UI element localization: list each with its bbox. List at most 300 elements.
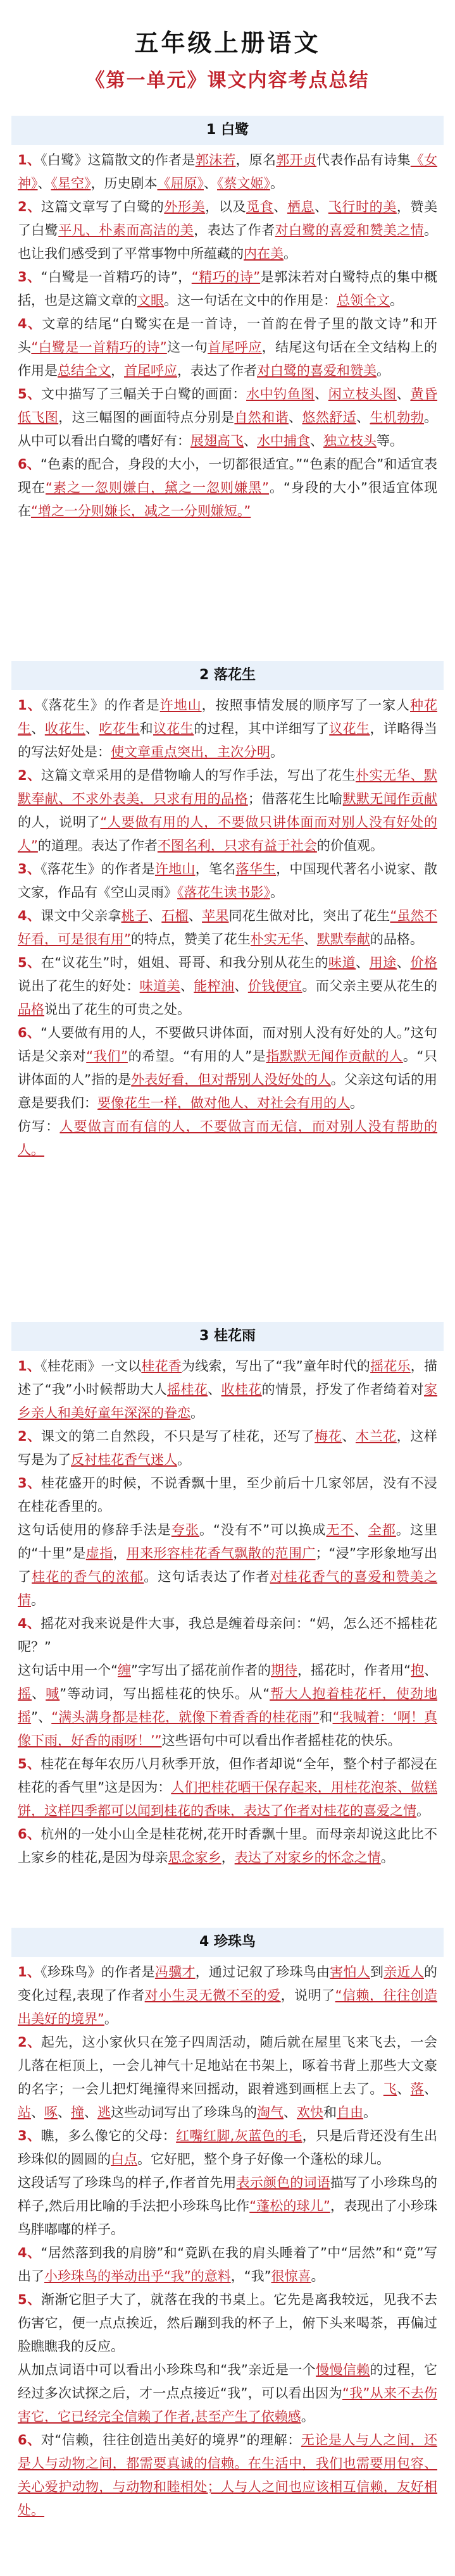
item-text: 说出了花生的可贵之处。 [44, 1002, 190, 1017]
item-text: 。“没有不”可以换成 [199, 1522, 327, 1538]
item-text: 、 [354, 1522, 368, 1538]
key-point-paragraph [18, 266, 437, 312]
item-text: ，表现出了小珍珠鸟胖嘟嘟的样子。 [18, 2198, 437, 2237]
key-answer: 缠 [117, 1663, 131, 1678]
key-answer: 品格 [18, 1002, 44, 1017]
item-text: 、 [356, 955, 370, 970]
key-answer: 桃子 [121, 908, 149, 923]
key-point-paragraph [18, 904, 437, 951]
item-number: 5、 [18, 1756, 41, 1772]
item-text: ，只是后背还没有生出珍珠似的圆圆的 [18, 2128, 438, 2167]
key-point-paragraph [18, 195, 437, 266]
item-text: 、 [180, 978, 194, 994]
key-answer: 喊 [46, 1686, 60, 1701]
key-answer: 内在美 [244, 246, 284, 261]
item-text: ，表达了作者 [194, 223, 275, 238]
key-answer: 摇桂花 [167, 1382, 208, 1397]
item-text: 。它好肥，整个身子好像一个蓬松的球儿。 [137, 2152, 390, 2167]
item-text: 和 [323, 2105, 337, 2120]
item-text: 这句话使用的修辞手法是 [18, 1522, 171, 1538]
item-text: 、 [397, 2081, 411, 2097]
key-answer: 吃花生 [99, 721, 140, 736]
key-point-paragraph [18, 312, 437, 383]
item-text: 的过程，其中详细写了 [194, 721, 330, 736]
item-text: ，按照事情发展的顺序写了一家人 [201, 698, 411, 713]
item-text: 。 [416, 1803, 430, 1818]
item-text: 课文的第二自然段，不只是写了桂花，还写了 [41, 1429, 315, 1444]
key-answer: 文眼 [137, 293, 164, 308]
item-text: 。而父亲主要从花生的 [302, 978, 438, 994]
key-answer: 默默奉献 [316, 932, 370, 947]
section-header: 3 桂花雨 [11, 1322, 444, 1351]
item-text: 杭州的一处小山全是桂花树,花开时香飘十里。而母亲却说这此比不上家乡的桂花,是因为母亲 [18, 1827, 437, 1865]
item-number: 2、 [18, 199, 41, 214]
key-answer: 总领全文 [337, 293, 390, 308]
item-text: 。 [390, 293, 403, 308]
key-answer: 白点 [111, 2152, 137, 2167]
key-answer: “精巧的诗” [191, 269, 261, 285]
key-answer: 人们把桂花晒干保存起来，用桂花泡茶、做糕饼，这样四季都可以闻到桂花的香味，表达了作者对桂花的喜爱之情 [18, 1780, 437, 1818]
item-text: 。“只讲体面的人”指的是 [18, 1049, 438, 1087]
key-answer: 家乡亲人和美好童年深深的眷恋 [18, 1382, 438, 1420]
key-answer: 欢快 [297, 2105, 323, 2120]
key-answer: 全都 [368, 1522, 396, 1538]
item-text: 桂花在每年农历八月秋季开放，但作者却说“全年，整个村子都浸在桂花的香气里”这是因为： [18, 1756, 437, 1795]
key-answer: 外表好看，但对帮别人没好处的人 [131, 1072, 331, 1087]
key-answer: 收桂花 [221, 1382, 262, 1397]
key-answer: 朴实无华、默默奉献、不求外表美，只求有用的品格 [18, 768, 437, 806]
key-answer: 对小生灵无微不至的爱 [144, 1988, 281, 2003]
item-number: 2、 [18, 1429, 41, 1444]
key-answer: 逃 [97, 2105, 111, 2120]
section-luohuasheng [0, 661, 455, 1162]
item-text: 这篇文章写了白鹭的 [41, 199, 165, 214]
key-point-paragraph [18, 453, 437, 523]
item-text: 、 [208, 1382, 221, 1397]
item-text: 《桂花雨》一文以 [41, 1359, 142, 1374]
key-answer: 许地山 [159, 698, 202, 713]
key-answer: 《屈原》 [157, 176, 204, 191]
key-answer: “增之一分则嫌长，减之一分则嫌短。” [31, 503, 251, 519]
item-text: 瞧，多么像它的父母： [41, 2128, 177, 2143]
item-text: 。“身段的大小”很适宜体现在 [18, 480, 437, 519]
key-answer: 苹果 [202, 908, 229, 923]
key-answer: 种花生 [18, 698, 438, 736]
item-number: 2、 [18, 2035, 41, 2050]
item-text: ，历史剧本 [90, 176, 158, 191]
key-answer: 淘气 [257, 2105, 284, 2120]
item-text: 。 [350, 1095, 363, 1111]
key-answer: 味道美 [139, 978, 180, 994]
item-text: 是郭沫若对白鹭特点的集中概括，也是这篇文章的 [18, 269, 437, 308]
item-text: 、 [424, 2081, 438, 2097]
item-text: 、 [244, 433, 257, 448]
item-text: 、 [84, 2105, 97, 2120]
item-number: 3、 [18, 2128, 41, 2143]
section-bailu [0, 116, 455, 523]
key-answer: “蓬松的球儿” [249, 2198, 330, 2214]
item-text: 。父亲这句话的用意是要我们： [18, 1072, 437, 1111]
key-answer: 帮大人抱着桂花杆，使劲地摇 [18, 1686, 438, 1725]
item-text: 、 [303, 932, 317, 947]
key-answer: 生机勃勃 [370, 410, 425, 425]
item-text: 的过程，它经过多次试探之后，才一点点接近“我”，可以看出因为 [18, 2362, 437, 2401]
item-text: ， [113, 1546, 127, 1561]
key-answer: “素之一忽则嫌白，黛之一忽则嫌黑” [46, 480, 270, 495]
key-answer: “我”从来不去伤害它，它已经完全信赖了作者,甚至产生了依赖感 [18, 2386, 437, 2424]
item-number: 2、 [18, 768, 41, 783]
item-text: 、 [31, 2105, 44, 2120]
key-point-paragraph [18, 2171, 437, 2241]
key-answer: 虚指 [85, 1546, 113, 1561]
item-text: ；“浸”字形象地写出了 [18, 1546, 438, 1584]
item-text: 、 [315, 386, 328, 402]
key-answer: 石榴 [161, 908, 189, 923]
key-answer: 慢慢信赖 [316, 2362, 370, 2377]
item-text: 。 [380, 1850, 394, 1865]
key-answer: 亲近人 [383, 1964, 425, 1980]
key-answer: 反衬桂花香气迷人 [71, 1452, 177, 1467]
key-answer: 能榨油 [194, 978, 235, 994]
key-answer: 自然和谐 [234, 410, 289, 425]
item-text: ，说明了 [280, 1988, 335, 2003]
item-text: 的人，说明了 [18, 815, 101, 830]
item-text: 仿写： [18, 1119, 60, 1134]
key-answer: 对桂花香气的喜爱和赞美之情 [18, 1569, 438, 1608]
key-answer: 撞 [71, 2105, 84, 2120]
key-answer: 无论是人与人之间，还是人与动物之间，都需要真诚的信赖。在生活中，我们也需要用包容、关心爱护动物，与动物和睦相处；人与人之间也应该相互信赖，友好相处。 [18, 2432, 437, 2518]
key-point-paragraph [18, 764, 437, 858]
key-answer: 首尾呼应 [208, 340, 262, 355]
item-text: 。从中可以看出白鹭的嗜好有： [18, 410, 438, 448]
key-answer: 冯骥才 [154, 1964, 196, 1980]
item-text: 。 [270, 885, 284, 900]
key-answer: 夸张 [171, 1522, 199, 1538]
item-text: 、 [31, 721, 45, 736]
item-text: 课文中父亲拿 [41, 908, 122, 923]
section-header: 2 落花生 [11, 661, 444, 690]
item-text: 到 [370, 1964, 384, 1980]
item-text: 、 [396, 955, 411, 970]
key-answer: 梅花 [315, 1429, 342, 1444]
item-text: 的价值观。 [316, 838, 383, 853]
item-text: 、 [315, 199, 328, 214]
item-text: 渐渐它胆子大了，就落在我的书桌上。它先是离我较远，见我不去伤害它，便一点点挨近，然后蹦到我的杯子上，俯下头来喝茶，再偏过脸瞧瞧我的反应。 [18, 2292, 437, 2354]
key-answer: 朴实无华 [250, 932, 304, 947]
item-text: ，结尾这句话在全文结构上的作用是 [18, 340, 438, 378]
item-text: 、 [424, 1663, 438, 1678]
item-text: 、 [85, 721, 99, 736]
item-text: 、 [188, 908, 203, 923]
key-answer: “信赖，往往创造出美好的境界” [18, 1988, 438, 2026]
page-subtitle: 《第一单元》课文内容考点总结 [85, 70, 370, 92]
item-text: 这段话写了珍珠鸟的样子,作者首先用 [18, 2175, 237, 2190]
item-text: 为线索，写出了“我”童年时代的 [182, 1359, 371, 1374]
key-answer: 飞 [383, 2081, 397, 2097]
item-number: 5、 [18, 386, 41, 402]
item-number: 3、 [18, 1476, 41, 1491]
item-text: 的情景，抒发了作者绮着对 [261, 1382, 425, 1397]
item-text: 、 [396, 386, 411, 402]
item-number: 1、 [18, 152, 41, 168]
key-answer: 桂花的香气的浓郁 [32, 1569, 144, 1584]
item-text: 。也让我们感受到了平常事物中所蕴藏的 [18, 223, 438, 261]
key-answer: 摇 [18, 1686, 32, 1701]
item-text: 、 [37, 176, 51, 191]
key-answer: 郭沫若 [195, 152, 236, 168]
section-header: 1 白鹭 [11, 116, 444, 145]
item-text: 、 [356, 410, 370, 425]
item-number: 6、 [18, 2432, 41, 2448]
section-zhenzhuniao [0, 1928, 455, 2522]
item-number: 4、 [18, 2245, 41, 2260]
key-answer: 悠然舒适 [302, 410, 357, 425]
key-answer: 用来形容桂花香气飘散的范围广 [126, 1546, 316, 1561]
key-point-paragraph [18, 149, 437, 195]
item-text: ，以及 [205, 199, 247, 214]
item-text: ，通过记叙了珍珠鸟由 [195, 1964, 330, 1980]
item-text: ，中国现代著名小说家、散文家，作品有《空山灵雨》 [18, 861, 438, 900]
key-answer: 展翅高飞 [190, 433, 244, 448]
item-text: ，表达了作者 [177, 363, 257, 378]
page-title: 五年级上册语文 [134, 29, 321, 57]
item-text: 这句话中用一个“ [18, 1663, 118, 1678]
item-text: 的道理。表达了作者 [37, 838, 158, 853]
item-text: ，摇花时，作者用“ [297, 1663, 411, 1678]
key-answer: 木兰花 [355, 1429, 397, 1444]
key-point-paragraph [18, 858, 437, 904]
key-answer: 郭开贞 [276, 152, 316, 168]
item-text: 同花生做对比，突出了花生 [228, 908, 390, 923]
section-items [0, 1351, 455, 1870]
item-text: 。 [31, 1593, 44, 1608]
key-point-paragraph [18, 2124, 437, 2171]
item-text: 文中描写了三幅关于白鹭的画面： [41, 386, 247, 402]
item-text: ，“我” [230, 2269, 271, 2284]
item-text: 。这一句话在文中的作用是： [164, 293, 337, 308]
item-text: ”字写出了摇花前作者的 [130, 1663, 271, 1678]
key-point-paragraph [18, 1115, 437, 1162]
item-text: 的希望。“有用的人”是 [127, 1049, 266, 1064]
item-text: ；借落花生比喻 [247, 791, 343, 806]
item-number: 6、 [18, 1827, 41, 1842]
item-text: 这一句 [166, 340, 208, 355]
key-answer: 总结全文 [58, 363, 111, 378]
item-text: 这篇文章采用的是借物喻人的写作手法，写出了花生 [41, 768, 356, 783]
key-answer: 落 [410, 2081, 425, 2097]
key-answer: 收花生 [44, 721, 86, 736]
item-text: 。 [177, 1452, 190, 1467]
item-text: 。 [363, 2105, 377, 2120]
item-text: 、 [289, 410, 302, 425]
key-answer: 用途 [369, 955, 397, 970]
item-number: 4、 [18, 908, 41, 923]
section-items [0, 145, 455, 523]
key-answer: “我喊着：‘啊！真像下雨，好香的雨呀！’” [18, 1710, 438, 1748]
item-text: 这些语句中可以看出作者摇桂花的快乐。 [161, 1733, 401, 1748]
key-answer: 使文章重点突出，主次分明 [111, 744, 270, 760]
item-text: 、 [32, 1686, 46, 1701]
item-text: 文章的结尾“白鹭实在是一首诗，一首韵在骨子里的散文诗”和开头 [18, 316, 437, 355]
item-number: 1、 [18, 1964, 41, 1980]
key-point-paragraph [18, 2358, 437, 2429]
key-answer: 《星空》 [51, 176, 91, 191]
key-answer: “我们” [86, 1049, 128, 1064]
item-text: 、 [204, 176, 217, 191]
item-text: 、 [284, 2105, 297, 2120]
key-answer: 人要做言而有信的人，不要做言而无信，而对别人没有帮助的人。 [18, 1119, 438, 1157]
key-point-paragraph [18, 1659, 437, 1753]
key-answer: 对白鹭的喜爱和赞美之情 [275, 223, 425, 238]
item-number: 6、 [18, 1025, 41, 1040]
key-point-paragraph [18, 2031, 437, 2124]
key-answer: “人要做有用的人，不要做只讲体面而对别人没有好处的人” [18, 815, 437, 853]
item-text: “白鹭是一首精巧的诗”， [41, 269, 192, 285]
item-text: 和 [319, 1710, 333, 1725]
key-answer: 闲立枝头图 [328, 386, 397, 402]
item-number: 1、 [18, 1359, 41, 1374]
key-answer: 表示颜色的词语 [236, 2175, 330, 2190]
key-answer: 要像花生一样，做对他人、对社会有用的人 [97, 1095, 350, 1111]
key-point-paragraph [18, 1425, 437, 1472]
item-text: 《珍珠鸟》的作者是 [41, 1964, 155, 1980]
key-answer: 摇花乐 [370, 1359, 411, 1374]
key-answer: 小珍珠鸟的举动出乎“我”的意料 [44, 2269, 231, 2284]
item-number: 6、 [18, 457, 41, 472]
item-text: 摇花对我来说是件大事，我总是缠着母亲问：“妈，怎么还不摇桂花呢？” [18, 1616, 437, 1655]
item-text: “色素的配合，身段的大小，一切都很适宜。”“色素的配合”和适宜表现在 [18, 457, 437, 495]
key-answer: “白鹭是一首精巧的诗” [31, 340, 167, 355]
item-number: 4、 [18, 316, 42, 331]
key-answer: 许地山 [154, 861, 196, 877]
key-answer: “满头满身都是桂花，就像下着香香的桂花雨” [51, 1710, 320, 1725]
item-number: 5、 [18, 2292, 41, 2307]
key-answer: 不图名利，只求有益于社会 [157, 838, 317, 853]
key-answer: 默默无闻作贡献 [342, 791, 438, 806]
item-text: 、 [273, 199, 287, 214]
item-text: ，详略得当的写法好处是： [18, 721, 438, 760]
key-answer: 指默默无闻作贡献的人 [266, 1049, 403, 1064]
key-answer: 桂花香 [141, 1359, 182, 1374]
key-answer: 觅食 [246, 199, 274, 214]
key-answer: 落华生 [235, 861, 277, 877]
key-point-paragraph [18, 2429, 437, 2522]
key-answer: 平凡、朴素而高洁的美 [58, 223, 194, 238]
item-text: ， [111, 363, 124, 378]
key-answer: 表达了对家乡的怀念之情 [234, 1850, 381, 1865]
key-answer: 价格 [410, 955, 438, 970]
key-answer: 水中钓鱼图 [246, 386, 315, 402]
item-number: 3、 [18, 861, 41, 877]
item-text: 的特点，赞美了花生 [130, 932, 251, 947]
item-text: “居然落到我的肩膀”和“竟趴在我的肩头睡着了”中“居然”和“竟”写出了 [18, 2245, 437, 2284]
item-text: 。 [270, 744, 284, 760]
item-number: 4、 [18, 1616, 41, 1631]
item-text: “人要做有用的人，不要做只讲体面，而对别人没有好处的人。”这句话是父亲对 [18, 1025, 437, 1064]
key-answer: 《落花生读书影》 [177, 885, 270, 900]
key-point-paragraph [18, 1612, 437, 1659]
key-answer: 期待 [270, 1663, 298, 1678]
key-point-paragraph [18, 1472, 437, 1519]
item-text: 说出了花生的好处： [18, 978, 140, 994]
item-text: ，笔名 [195, 861, 236, 877]
key-answer: 抱 [410, 1663, 425, 1678]
item-text: 起先，这小家伙只在笼子四周活动，随后就在屋里飞来飞去，一会儿落在柜顶上，一会儿神气十足地站在书架上，啄着书背上那些大文豪的名字；一会儿把灯绳撞得来回摇动，跟着逃到画框上去了。 [18, 2035, 437, 2097]
item-text: 等。 [377, 433, 403, 448]
key-answer: 《蔡文姬》 [217, 176, 270, 191]
section-header: 4 珍珠鸟 [11, 1928, 444, 1957]
key-answer: 啄 [44, 2105, 58, 2120]
section-items [0, 1957, 455, 2522]
section-items [0, 690, 455, 1162]
key-point-paragraph [18, 1355, 437, 1425]
item-text: 描写了小珍珠鸟的样子,然后用比喻的手法把小珍珠鸟比作 [18, 2175, 437, 2214]
item-text: 《落花生》的作者是 [41, 698, 160, 713]
key-answer: 站 [18, 2105, 31, 2120]
key-point-paragraph [18, 1021, 437, 1115]
item-text: ”、 [31, 1710, 52, 1725]
item-text: 的变化过程,表现了作者 [18, 1964, 438, 2003]
item-text: 、 [310, 433, 323, 448]
key-answer: 黄昏低飞图 [18, 386, 438, 425]
key-answer: 害怕人 [330, 1964, 370, 1980]
item-text: ”等动词，写出摇桂花的快乐。从“ [59, 1686, 270, 1701]
item-number: 5、 [18, 955, 41, 970]
item-text: 桂花盛开的时候，不说香飘十里，至少前后十几家邻居，没有不浸在桂花香里的。 [18, 1476, 437, 1514]
key-answer: 思念家乡 [168, 1850, 221, 1865]
item-text: 。这句话表达了作者 [144, 1569, 270, 1584]
item-text: 《白鹭》这篇散文的作者是 [41, 152, 196, 168]
key-answer: 对白鹭的喜爱和赞美 [257, 363, 377, 378]
key-point-paragraph [18, 1753, 437, 1823]
key-answer: 很惊喜 [271, 2269, 311, 2284]
key-point-paragraph [18, 1961, 437, 2031]
key-answer: 自由 [337, 2105, 363, 2120]
item-text: 。 [270, 176, 284, 191]
key-point-paragraph [18, 694, 437, 764]
item-text: 这些动词写出了珍珠鸟的 [111, 2105, 257, 2120]
key-answer: 《女神》 [18, 152, 438, 191]
item-text: ，描述了“我”小时候帮助大人 [18, 1359, 438, 1397]
key-answer: 外形美 [164, 199, 206, 214]
item-text: 。 [284, 246, 297, 261]
key-answer: 栖息 [287, 199, 315, 214]
item-text: 、 [148, 908, 162, 923]
key-answer: 议花生 [153, 721, 194, 736]
item-text: 在“议花生”时，姐姐、哥哥、和我分别从花生的 [41, 955, 329, 970]
item-text: 、 [58, 2105, 71, 2120]
key-answer: 味道 [328, 955, 356, 970]
item-text: 。 [190, 1405, 204, 1420]
item-text: 对“信赖，往往创造出美好的境界”的理解： [41, 2432, 301, 2448]
item-text: 、 [342, 1429, 356, 1444]
key-point-paragraph [18, 2288, 437, 2358]
item-number: 3、 [18, 269, 41, 285]
item-text: 。 [104, 2011, 118, 2026]
item-text: ，赞美了白鹭 [18, 199, 438, 238]
key-answer: 红嘴红脚,灰蓝色的毛 [176, 2128, 302, 2143]
item-text: 。 [301, 2409, 315, 2424]
item-text: 。 [377, 363, 390, 378]
key-point-paragraph [18, 383, 437, 453]
key-point-paragraph [18, 1519, 437, 1612]
key-answer: 价钱便宜 [247, 978, 302, 994]
key-point-paragraph [18, 2241, 437, 2288]
item-text: ，这样写是为了 [18, 1429, 438, 1467]
item-text: ，原名 [235, 152, 277, 168]
item-text: ，这三幅图的画面特点分别是 [58, 410, 235, 425]
item-text: 从加点词语中可以看出小珍珠鸟和“我”亲近是一个 [18, 2362, 316, 2377]
